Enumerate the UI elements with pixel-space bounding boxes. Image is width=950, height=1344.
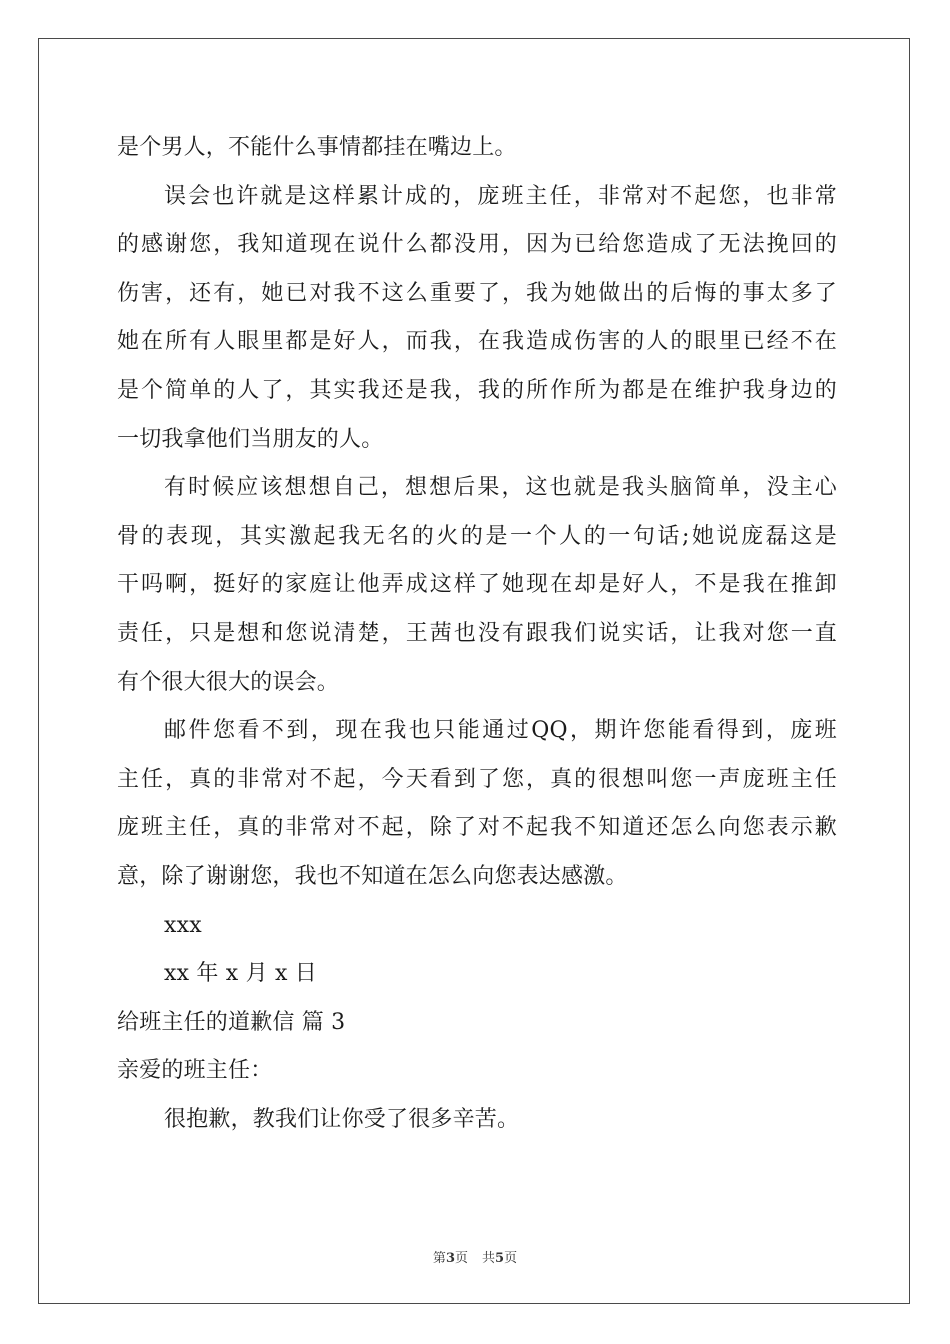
text-line: 是个男人，不能什么事情都挂在嘴边上。 [117,135,517,160]
text-line: 骨的表现，其实激起我无名的火的是一个人的一句话;她说庞磊这是 [117,523,837,549]
text-line: 一切我拿他们当朋友的人。 [117,426,384,452]
text-line: 意，除了谢谢您，我也不知道在怎么向您表达感激。 [117,863,628,889]
section-heading: 给班主任的道歉信 篇 3 [117,1009,346,1035]
total-prefix: 共 [482,1251,496,1266]
paragraph-start-line: 很抱歉，教我们让你受了很多辛苦。 [164,1106,520,1132]
document-body [117,124,837,1144]
paragraph-start-line: 邮件您看不到，现在我也只能通过QQ，期许您能看得到，庞班 [164,718,837,744]
text-line: 是个简单的人了，其实我还是我，我的所作所为都是在维护我身边的 [117,377,837,403]
salutation: 亲爱的班主任： [117,1058,273,1084]
page-prefix: 第 [432,1251,446,1266]
paragraph-start-line: 有时候应该想想自己，想想后果，这也就是我头脑简单，没主心 [164,475,837,501]
page-footer [0,1247,950,1266]
text-line: 庞班主任，真的非常对不起，除了对不起我不知道还怎么向您表示歉 [117,815,837,841]
text-line: 责任，只是想和您说清楚，王茜也没有跟我们说实话，让我对您一直 [117,620,837,646]
signature-date: xx 年 x 月 x 日 [164,961,317,987]
text-line: 主任，真的非常对不起，今天看到了您，真的很想叫您一声庞班主任 [117,766,837,792]
text-line: 她在所有人眼里都是好人，而我，在我造成伤害的人的眼里已经不在 [117,329,837,355]
text-line: 伤害，还有，她已对我不这么重要了，我为她做出的后悔的事太多了 [117,280,837,306]
total-page-number: 5 [495,1251,505,1266]
text-line: 有个很大很大的误会。 [117,669,340,695]
text-line: 的感谢您，我知道现在说什么都没用，因为已给您造成了无法挽回的 [117,232,837,258]
paragraph-start-line: 误会也许就是这样累计成的，庞班主任，非常对不起您，也非常 [164,183,837,209]
total-suffix: 页 [504,1251,518,1266]
signature-name: xxx [164,912,202,938]
page-suffix: 页 [454,1251,468,1266]
current-page-number: 3 [445,1251,455,1266]
text-line: 干吗啊，挺好的家庭让他弄成这样了她现在却是好人，不是我在推卸 [117,572,837,598]
